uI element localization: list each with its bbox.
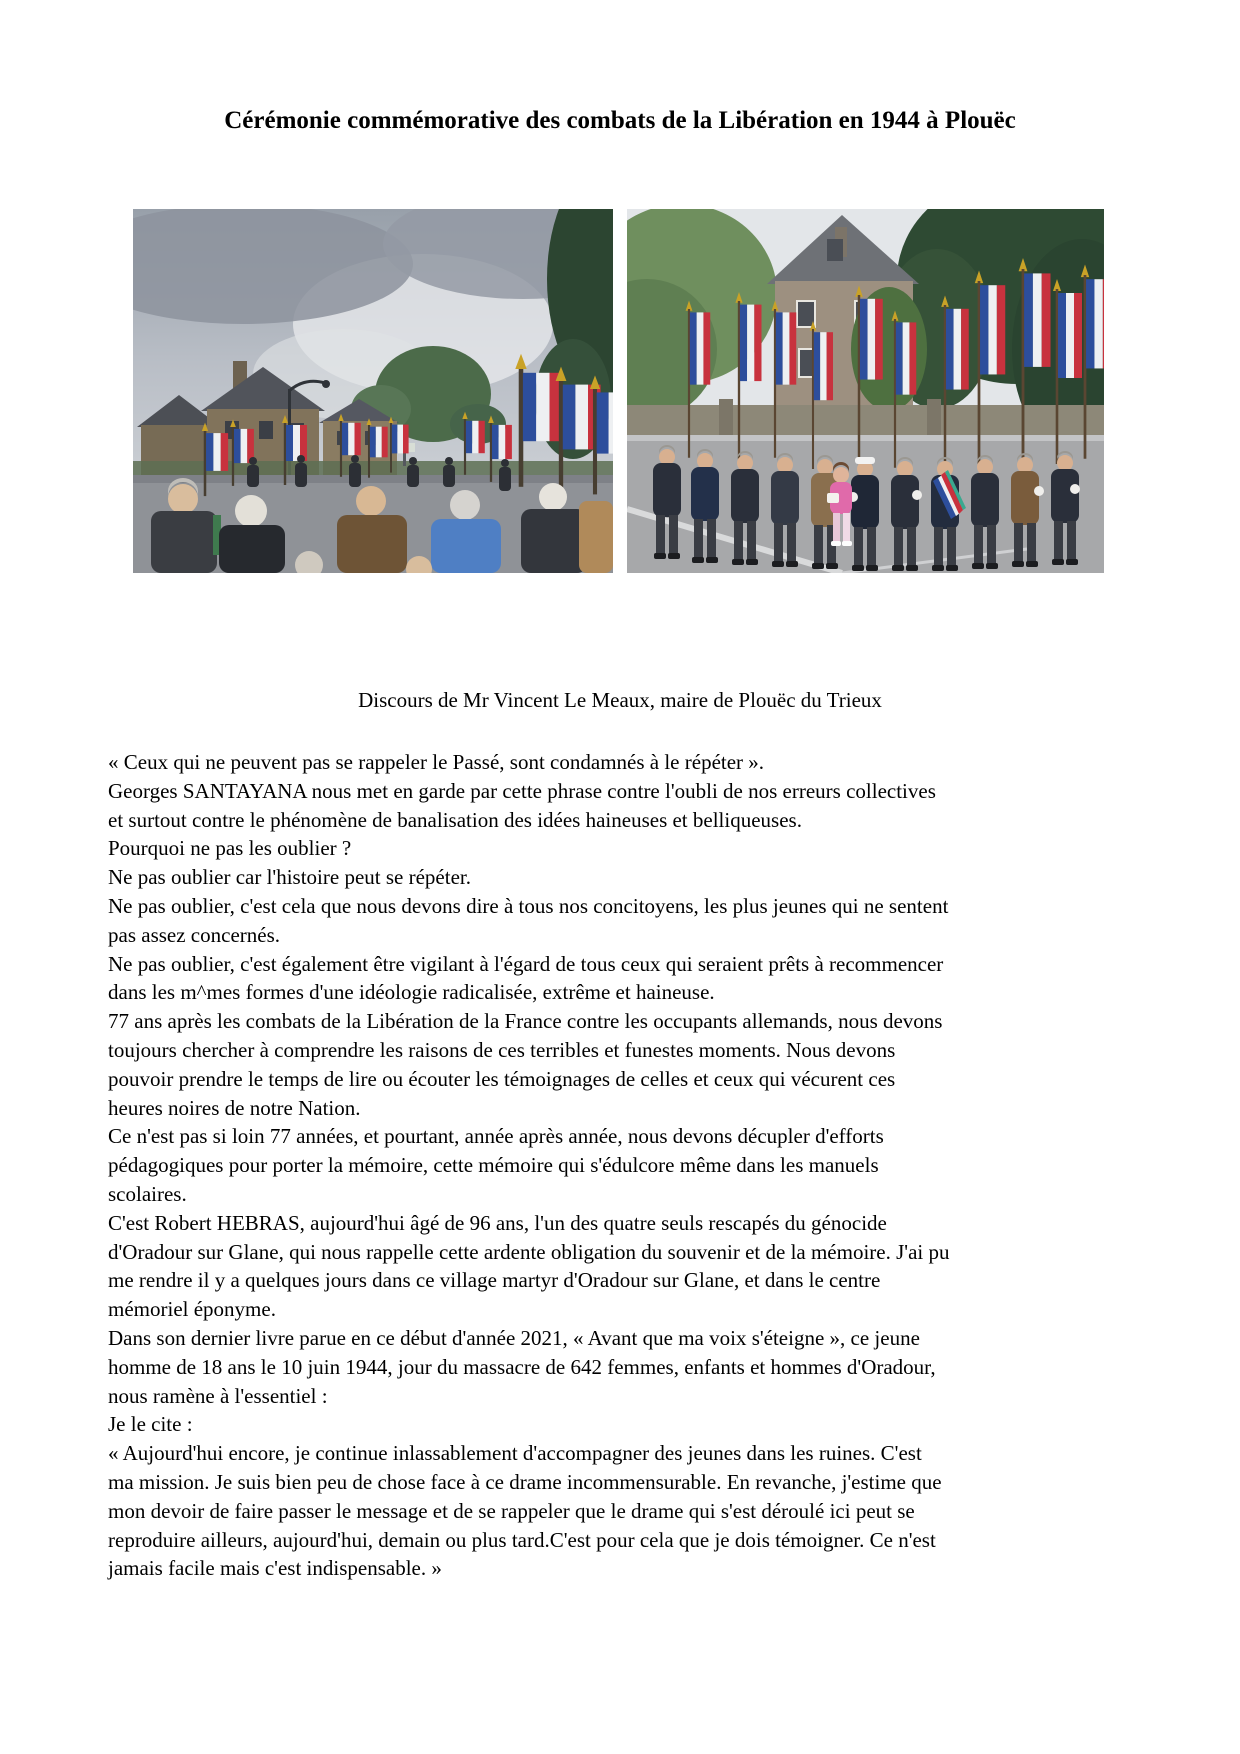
ceremony-street-illustration [133, 209, 613, 573]
text-line: nous ramène à l'essentiel : [108, 1383, 328, 1408]
photo-left-ceremony-street [133, 209, 613, 573]
text-line: reproduire ailleurs, aujourd'hui, demain ou plus tard.C'est pour cela que je dois témoigner. Ce n'est [108, 1527, 936, 1552]
text-line: « Ceux qui ne peuvent pas se rappeler le Passé, sont condamnés à le répéter ». [108, 750, 765, 774]
flag-bearers-illustration [627, 209, 1104, 573]
text-line: ma mission. Je suis bien peu de chose face à ce drame incommensurable. En revanche, j'estime que [108, 1469, 942, 1494]
text-line: Je le cite : [108, 1412, 193, 1437]
text-line: Pourquoi ne pas les oublier ? [108, 836, 352, 861]
text-line: C'est Robert HEBRAS, aujourd'hui âgé de 96 ans, l'un des quatre seuls rescapés du génocide [108, 1210, 887, 1235]
text-line: Ne pas oublier car l'histoire peut se répéter. [108, 865, 471, 890]
text-line: Ce n'est pas si loin 77 années, et pourtant, année après année, nous devons décupler d'efforts [108, 1124, 884, 1149]
text-line: homme de 18 ans le 10 juin 1944, jour du massacre de 642 femmes, enfants et hommes d'Oradour, [108, 1354, 936, 1379]
text-line: 77 ans après les combats de la Libération de la France contre les occupants allemands, nous devons [108, 1009, 943, 1034]
text-line: mémoriel éponyme. [108, 1297, 276, 1322]
text-line: dans les m^mes formes d'une idéologie radicalisée, extrême et haineuse. [108, 980, 715, 1005]
text-line: Dans son dernier livre parue en ce début d'année 2021, « Avant que ma voix s'éteigne », ce jeune [108, 1325, 920, 1350]
text-line: pouvoir prendre le temps de lire ou écouter les témoignages de celles et ceux qui vécurent ces [108, 1066, 896, 1091]
text-line: pas assez concernés. [108, 922, 280, 947]
text-line: scolaires. [108, 1181, 187, 1206]
text-line: pédagogiques pour porter la mémoire, cette mémoire qui s'édulcore même dans les manuels [108, 1153, 879, 1178]
text-line: toujours chercher à comprendre les raisons de ces terribles et funestes moments. Nous devons [108, 1037, 896, 1062]
text-line: Ne pas oublier, c'est cela que nous devons dire à tous nos concitoyens, les plus jeunes qui ne sentent [108, 893, 949, 918]
speech-heading: Discours de Mr Vincent Le Meaux, maire de Plouëc du Trieux [358, 688, 882, 712]
text-line: me rendre il y a quelques jours dans ce village martyr d'Oradour sur Glane, et dans le centre [108, 1268, 881, 1293]
text-line: jamais facile mais c'est indispensable. » [108, 1556, 442, 1581]
speech-body [108, 748, 1148, 1583]
text-line: mon devoir de faire passer le message et de se rappeler que le drame qui s'est déroulé ici peut se [108, 1498, 915, 1523]
text-line: Ne pas oublier, c'est également être vigilant à l'égard de tous ceux qui seraient prêts à recommencer [108, 951, 944, 976]
text-line: heures noires de notre Nation. [108, 1095, 361, 1120]
text-line: d'Oradour sur Glane, qui nous rappelle cette ardente obligation du souvenir et de la mémoire. J'ai pu [108, 1239, 950, 1264]
text-line: et surtout contre le phénomène de banalisation des idées haineuses et belliqueuses. [108, 807, 802, 832]
text-line: Georges SANTAYANA nous met en garde par cette phrase contre l'oubli de nos erreurs collectives [108, 778, 936, 803]
photo-row [133, 209, 1107, 573]
photo-right-flag-bearers [627, 209, 1104, 573]
page-title: Cérémonie commémorative des combats de la Libération en 1944 à Plouëc [224, 107, 1016, 134]
text-line: « Aujourd'hui encore, je continue inlassablement d'accompagner des jeunes dans les ruines. C'est [108, 1441, 922, 1466]
